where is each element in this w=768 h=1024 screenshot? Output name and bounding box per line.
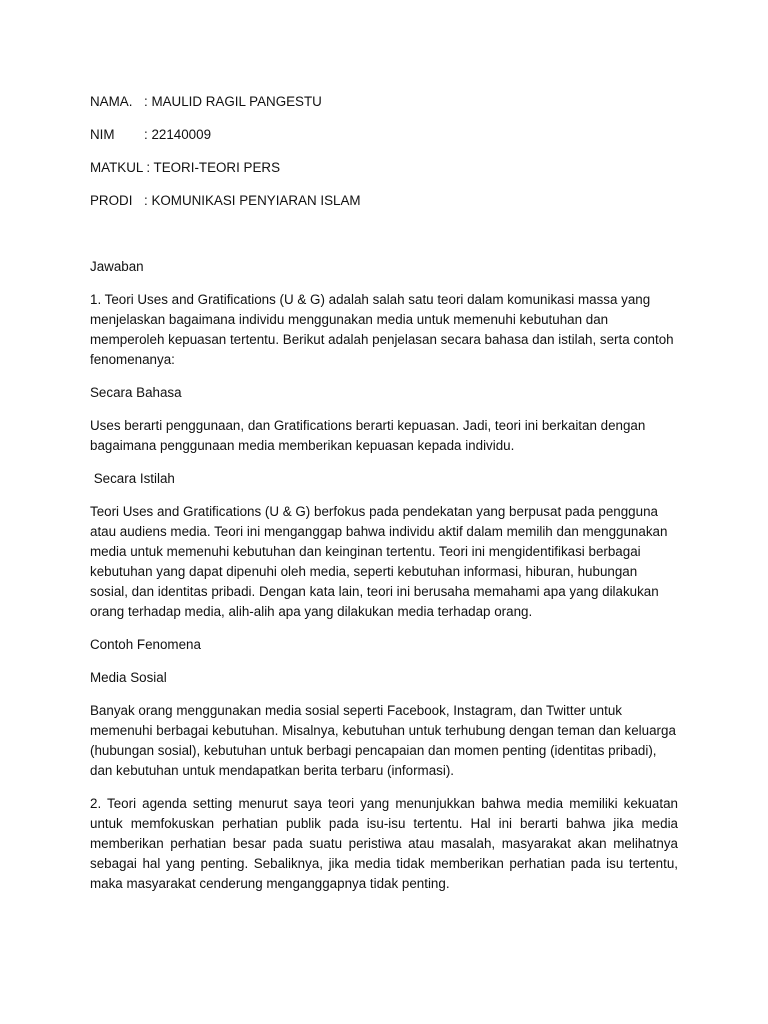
- matkul-row: [90, 158, 678, 178]
- paragraph-media-sosial: Banyak orang menggunakan media sosial seperti Facebook, Instagram, dan Twitter untuk memenuhi berbagai kebutuhan. Misalnya, kebutuhan untuk terhubung dengan teman dan keluarga (hubungan sosial), kebutuhan untuk berbagi pencapaian dan momen penting (identitas pribadi), dan kebutuhan untuk mendapatkan berita terbaru (informasi).: [90, 703, 676, 778]
- matkul-label: MATKUL: [90, 160, 144, 175]
- contoh-fenomena-heading: Contoh Fenomena: [90, 637, 201, 652]
- media-sosial-heading: Media Sosial: [90, 670, 167, 685]
- nim-value: : 22140009: [144, 127, 212, 142]
- paragraph-uses-gratifications-intro: 1. Teori Uses and Gratifications (U & G) adalah salah satu teori dalam komunikasi massa yang menjelaskan bagaimana individu menggunakan media untuk memenuhi kebutuhan dan memperoleh kepuasan tertentu. Berikut adalah penjelasan secara bahasa dan istilah, serta contoh fenomenanya:: [90, 292, 674, 367]
- nim-row: [90, 125, 678, 145]
- jawaban-heading: Jawaban: [90, 259, 144, 274]
- nama-value: : MAULID RAGIL PANGESTU: [144, 94, 322, 109]
- nama-row: [90, 92, 678, 112]
- secara-bahasa-heading: Secara Bahasa: [90, 385, 182, 400]
- secara-istilah-heading: Secara Istilah: [90, 471, 175, 486]
- prodi-label: PRODI: [90, 193, 133, 208]
- nim-label: NIM: [90, 127, 115, 142]
- prodi-value: : KOMUNIKASI PENYIARAN ISLAM: [144, 193, 361, 208]
- paragraph-agenda-setting: 2. Teori agenda setting menurut saya teori yang menunjukkan bahwa media memiliki kekuatan untuk memfokuskan perhatian publik pada isu-isu tertentu. Hal ini berarti bahwa jika media memberikan perhatian besar pada suatu peristiwa atau masalah, masyarakat akan melihatnya sebagai hal yang penting. Sebaliknya, jika media tidak memberikan perhatian pada isu tertentu, maka masyarakat cenderung menganggapnya tidak penting.: [90, 796, 678, 891]
- blank-line: [90, 224, 678, 257]
- nama-label: NAMA.: [90, 94, 133, 109]
- matkul-value: : TEORI-TEORI PERS: [146, 160, 281, 175]
- prodi-row: [90, 191, 678, 211]
- paragraph-secara-bahasa: Uses berarti penggunaan, dan Gratifications berarti kepuasan. Jadi, teori ini berkaitan dengan bagaimana penggunaan media memberikan kepuasan kepada individu.: [90, 418, 646, 453]
- document-content: [90, 92, 678, 907]
- paragraph-secara-istilah: Teori Uses and Gratifications (U & G) berfokus pada pendekatan yang berpusat pada pengguna atau audiens media. Teori ini menganggap bahwa individu aktif dalam memilih dan menggunakan media untuk memenuhi kebutuhan dan keinginan tertentu. Teori ini mengidentifikasi berbagai kebutuhan yang dapat dipenuhi oleh media, seperti kebutuhan informasi, hiburan, hubungan sosial, dan identitas pribadi. Dengan kata lain, teori ini berusaha memahami apa yang dilakukan orang terhadap media, alih-alih apa yang dilakukan media terhadap orang.: [90, 504, 668, 619]
